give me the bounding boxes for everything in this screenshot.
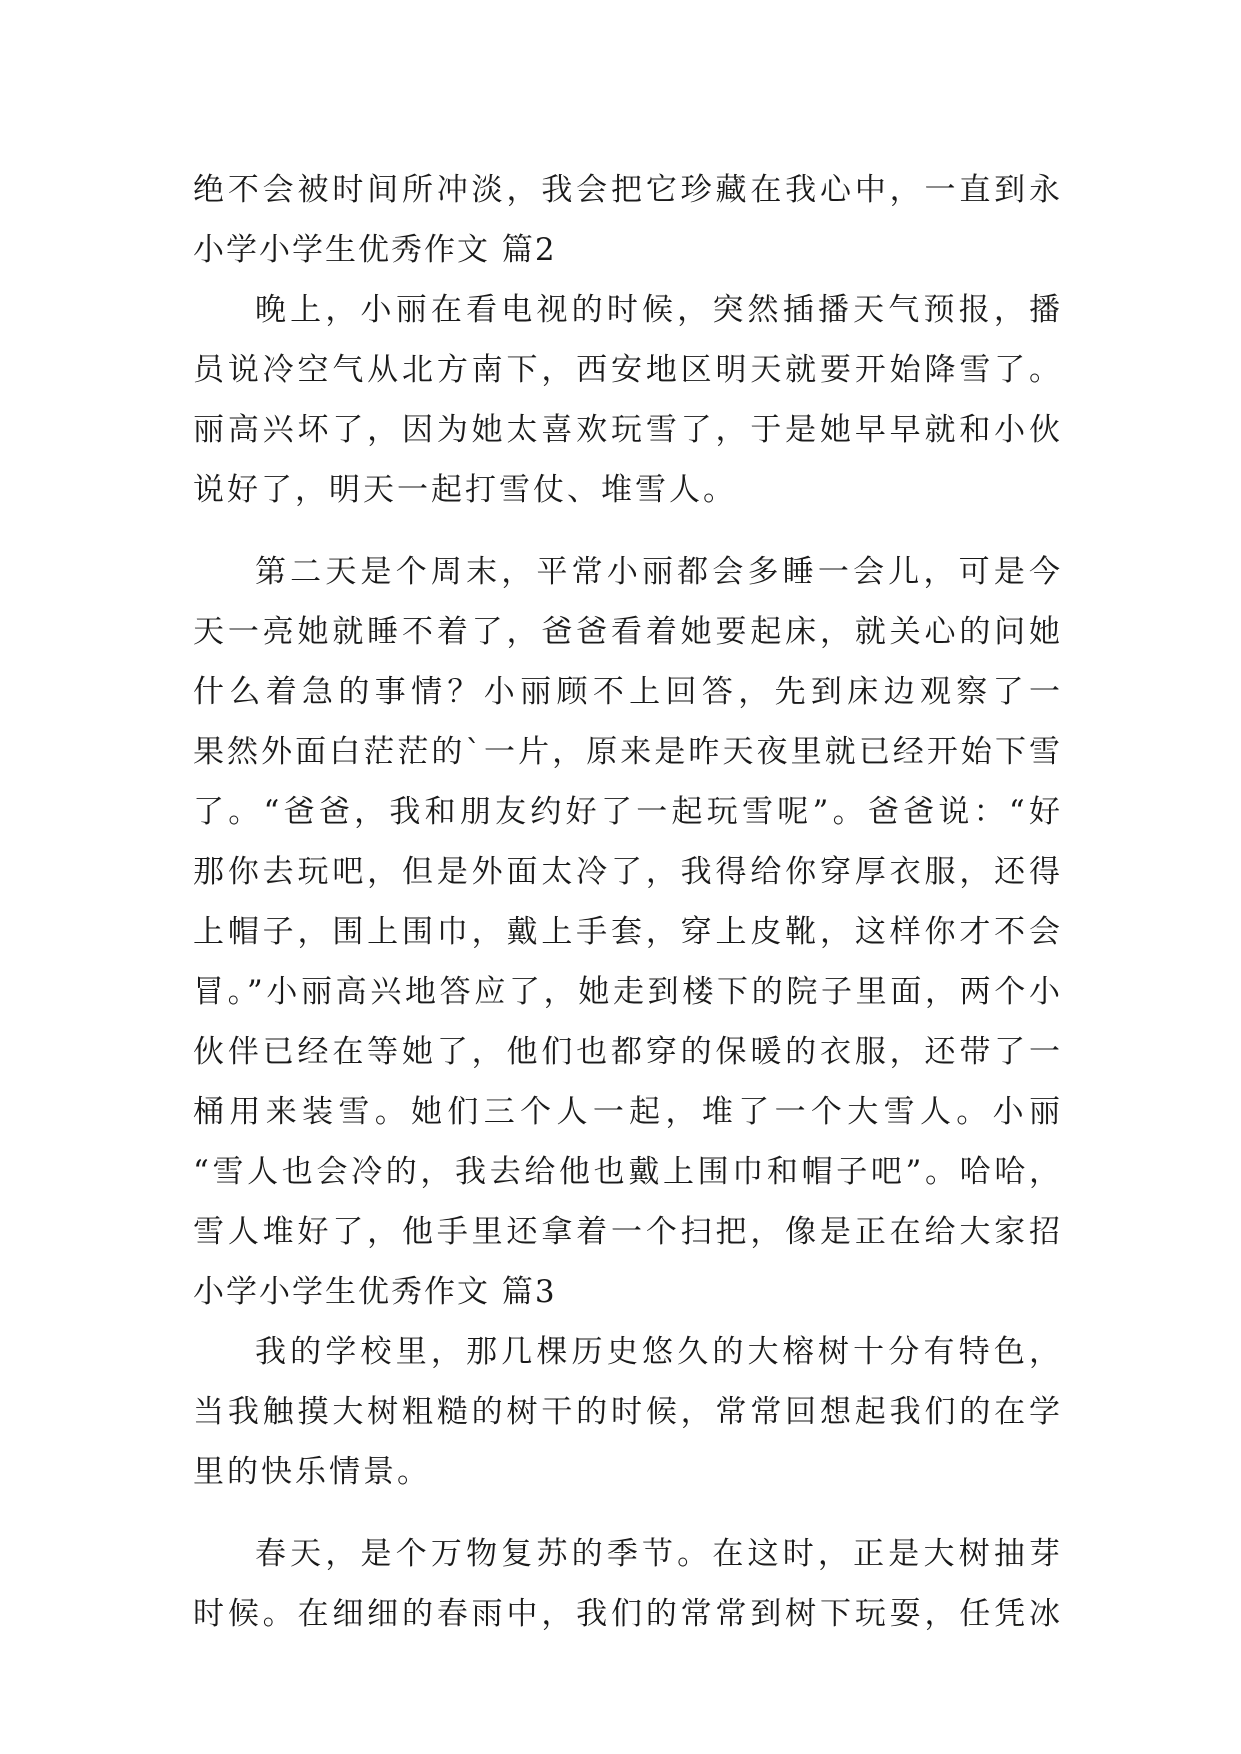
- paragraph-line: 丽高兴坏了，因为她太喜欢玩雪了，于是她早早就和小伙: [193, 412, 1063, 448]
- paragraph-line: 桶用来装雪。她们三个人一起，堆了一个大雪人。小丽: [193, 1094, 1063, 1130]
- paragraph-line: 第二天是个周末，平常小丽都会多睡一会儿，可是今: [255, 554, 1063, 590]
- paragraph-line: 了。“爸爸，我和朋友约好了一起玩雪呢”。爸爸说：“好: [193, 794, 1063, 830]
- section-heading: 小学小学生优秀作文 篇3: [193, 1274, 557, 1310]
- paragraph-line: 什么着急的事情？小丽顾不上回答，先到床边观察了一: [193, 674, 1063, 710]
- paragraph-line: 我的学校里，那几棵历史悠久的大榕树十分有特色，: [255, 1334, 1063, 1370]
- paragraph-line: 伙伴已经在等她了，他们也都穿的保暖的衣服，还带了一: [193, 1034, 1063, 1070]
- paragraph-line: 春天，是个万物复苏的季节。在这时，正是大树抽芽: [255, 1536, 1063, 1572]
- paragraph-gap: [193, 520, 1063, 542]
- document-page: [193, 160, 1063, 1644]
- paragraph-line: 天一亮她就睡不着了，爸爸看着她要起床，就关心的问她: [193, 614, 1063, 650]
- paragraph-line: 时候。在细细的春雨中，我们的常常到树下玩耍，任凭冰: [193, 1596, 1063, 1632]
- paragraph-line: 员说冷空气从北方南下，西安地区明天就要开始降雪了。: [193, 352, 1063, 388]
- paragraph-line: 上帽子，围上围巾，戴上手套，穿上皮靴，这样你才不会: [193, 914, 1063, 950]
- paragraph-line: 雪人堆好了，他手里还拿着一个扫把，像是正在给大家招: [193, 1214, 1063, 1250]
- paragraph-line: “雪人也会冷的，我去给他也戴上围巾和帽子吧”。哈哈，: [193, 1154, 1063, 1190]
- paragraph-line: 当我触摸大树粗糙的树干的时候，常常回想起我们的在学: [193, 1394, 1063, 1430]
- paragraph-line: 那你去玩吧，但是外面太冷了，我得给你穿厚衣服，还得: [193, 854, 1063, 890]
- paragraph-line: 冒。”小丽高兴地答应了，她走到楼下的院子里面，两个小: [193, 974, 1063, 1010]
- section-heading: 小学小学生优秀作文 篇2: [193, 232, 557, 268]
- paragraph-line: 绝不会被时间所冲淡，我会把它珍藏在我心中，一直到永: [193, 172, 1063, 208]
- paragraph-line: 说好了，明天一起打雪仗、堆雪人。: [193, 472, 737, 508]
- paragraph-line: 晚上，小丽在看电视的时候，突然插播天气预报，播: [255, 292, 1063, 328]
- paragraph-line: 里的快乐情景。: [193, 1454, 431, 1490]
- paragraph-line: 果然外面白茫茫的`一片，原来是昨天夜里就已经开始下雪: [193, 734, 1063, 770]
- paragraph-gap: [193, 1502, 1063, 1524]
